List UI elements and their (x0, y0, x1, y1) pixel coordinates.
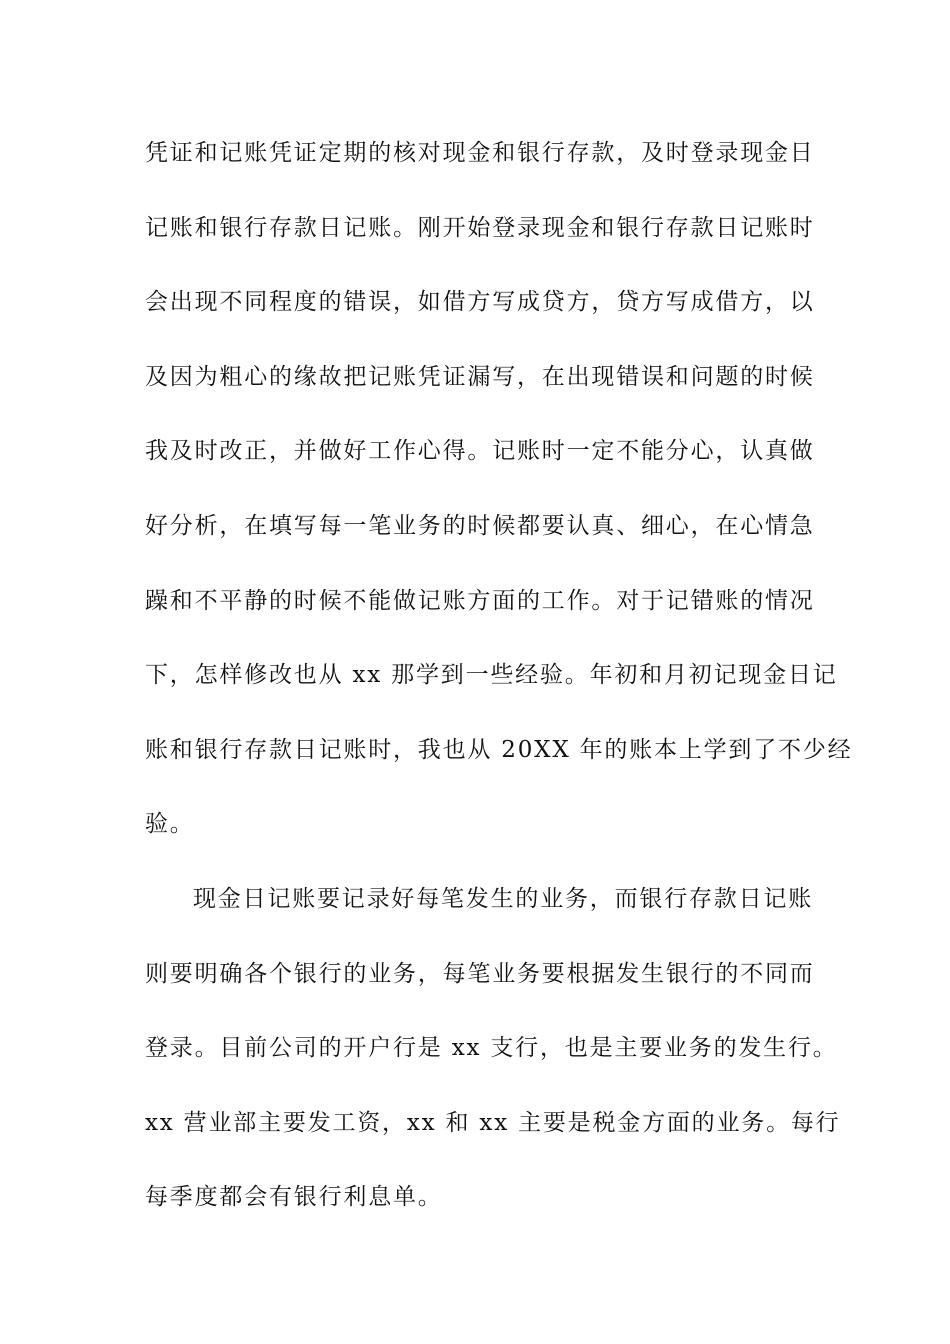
paragraph-1 (145, 128, 853, 874)
body-text (145, 128, 853, 1247)
text-line: 每季度都会有银行利息单。 (145, 1184, 443, 1211)
paragraph-2 (145, 874, 841, 1247)
text-line: 则要明确各个银行的业务，每笔业务要根据发生银行的不同而 (145, 960, 815, 987)
text-line: 账和银行存款日记账时，我也从 20XX 年的账本上学到了不少经 (145, 736, 853, 763)
text-line: 下，怎样修改也从 xx 那学到一些经验。年初和月初记现金日记 (145, 662, 838, 689)
text-line: 我及时改正，并做好工作心得。记账时一定不能分心，认真做 (145, 438, 815, 465)
text-line: 凭证和记账凭证定期的核对现金和银行存款，及时登录现金日 (145, 140, 815, 166)
text-line: 现金日记账要记录好每笔发生的业务，而银行存款日记账 (193, 885, 813, 912)
text-line: 及因为粗心的缘故把记账凭证漏写，在出现错误和问题的时候 (145, 363, 815, 390)
text-line: 登录。目前公司的开户行是 xx 支行，也是主要业务的发生行。 (145, 1035, 838, 1062)
text-line: 验。 (145, 811, 195, 838)
text-line: 记账和银行存款日记账。刚开始登录现金和银行存款日记账时 (145, 214, 815, 241)
text-line: 躁和不平静的时候不能做记账方面的工作。对于记错账的情况 (145, 587, 815, 614)
text-line: 会出现不同程度的错误，如借方写成贷方，贷方写成借方，以 (145, 289, 815, 316)
text-line: xx 营业部主要发工资，xx 和 xx 主要是税金方面的业务。每行 (145, 1109, 841, 1136)
text-line: 好分析，在填写每一笔业务的时候都要认真、细心，在心情急 (145, 512, 815, 539)
